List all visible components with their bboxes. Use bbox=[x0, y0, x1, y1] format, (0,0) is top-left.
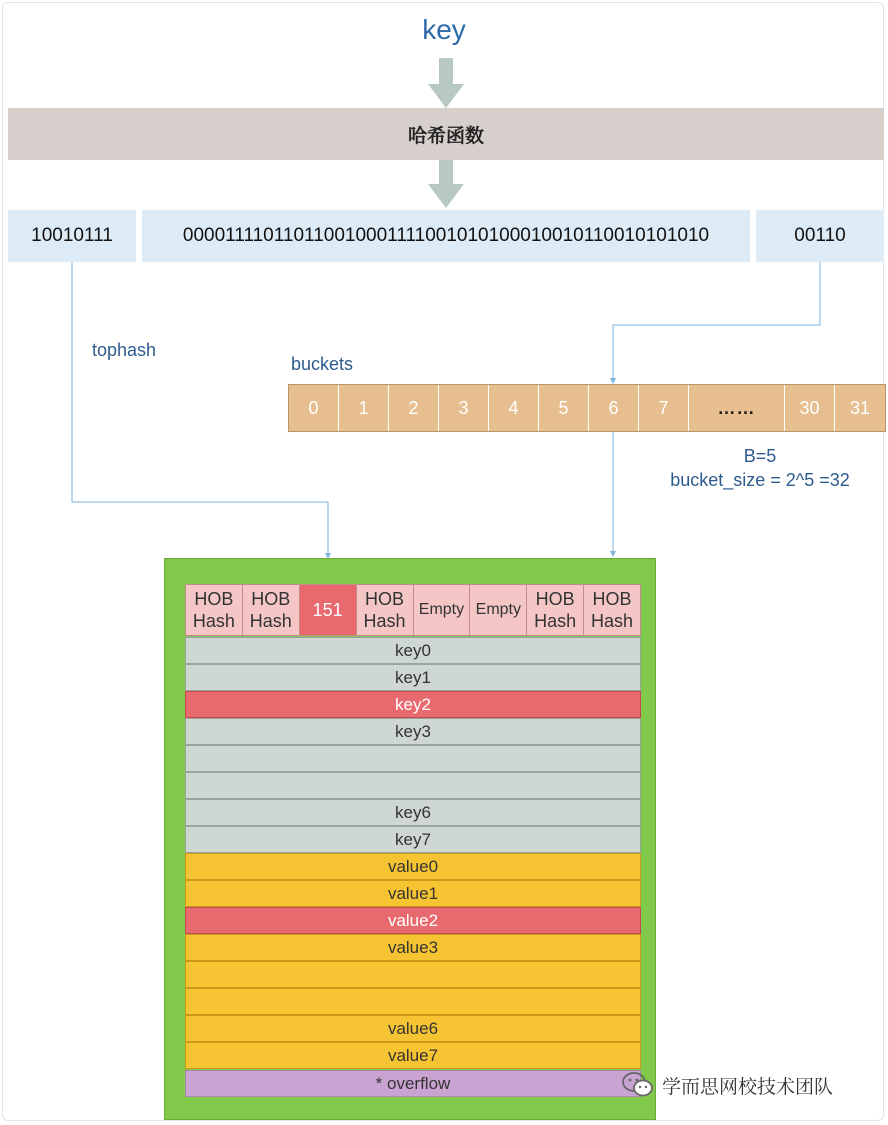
tophash-cell-empty: Empty bbox=[414, 585, 471, 635]
key-row: key7 bbox=[185, 826, 641, 853]
watermark bbox=[622, 1070, 833, 1100]
key-row: key0 bbox=[185, 637, 641, 664]
value-row-empty bbox=[185, 988, 641, 1015]
value-row: value3 bbox=[185, 934, 641, 961]
bucket-cell: 6 bbox=[589, 385, 639, 431]
bucket-meta bbox=[640, 444, 880, 492]
bucket-cell: 30 bbox=[785, 385, 835, 431]
value-row-empty bbox=[185, 961, 641, 988]
tophash-cell: HOB Hash bbox=[357, 585, 414, 635]
value-row: value0 bbox=[185, 853, 641, 880]
bucket-cell: 1 bbox=[339, 385, 389, 431]
hash-low-bits: 00110 bbox=[756, 210, 884, 262]
tophash-cell-empty: Empty bbox=[470, 585, 527, 635]
bucket-cell: 3 bbox=[439, 385, 489, 431]
watermark-text: 学而思网校技术团队 bbox=[662, 1076, 834, 1098]
hash-middle-bits-text: 000011110110110010001111001010100010010110010101010 bbox=[182, 225, 710, 246]
tophash-cell: HOB Hash bbox=[527, 585, 584, 635]
bucket-cell: 0 bbox=[289, 385, 339, 431]
wechat-icon bbox=[622, 1071, 654, 1099]
bucket-cell: 2 bbox=[389, 385, 439, 431]
tophash-label: tophash bbox=[92, 340, 157, 360]
value-row: value1 bbox=[185, 880, 641, 907]
b-value: B=5 bbox=[743, 446, 777, 466]
key-row: key3 bbox=[185, 718, 641, 745]
bucket-array bbox=[288, 384, 886, 432]
value-row: value7 bbox=[185, 1042, 641, 1069]
tophash-cell: HOB Hash bbox=[243, 585, 300, 635]
value-row: value6 bbox=[185, 1015, 641, 1042]
bucket-cell: 5 bbox=[539, 385, 589, 431]
key-row: key1 bbox=[185, 664, 641, 691]
key-row-empty bbox=[185, 772, 641, 799]
overflow-row: * overflow bbox=[185, 1070, 641, 1097]
tophash-cell: HOB Hash bbox=[584, 585, 640, 635]
key-row-match: key2 bbox=[185, 691, 641, 718]
key-row-empty bbox=[185, 745, 641, 772]
bucket-cell: 31 bbox=[835, 385, 885, 431]
key-title: key bbox=[422, 14, 466, 45]
tophash-cell-match: 151 bbox=[300, 585, 357, 635]
bucket-size: bucket_size = 2^5 =32 bbox=[670, 470, 850, 490]
bucket-ellipsis: …… bbox=[689, 385, 785, 431]
bucket-cell: 7 bbox=[639, 385, 689, 431]
key-row: key6 bbox=[185, 799, 641, 826]
bucket-cell: 4 bbox=[489, 385, 539, 431]
buckets-label: buckets bbox=[291, 354, 354, 374]
value-row-match: value2 bbox=[185, 907, 641, 934]
hash-high-bits: 10010111 bbox=[8, 210, 136, 262]
tophash-row bbox=[185, 584, 641, 636]
tophash-cell: HOB Hash bbox=[186, 585, 243, 635]
hash-function-bar: 哈希函数 bbox=[8, 108, 884, 160]
